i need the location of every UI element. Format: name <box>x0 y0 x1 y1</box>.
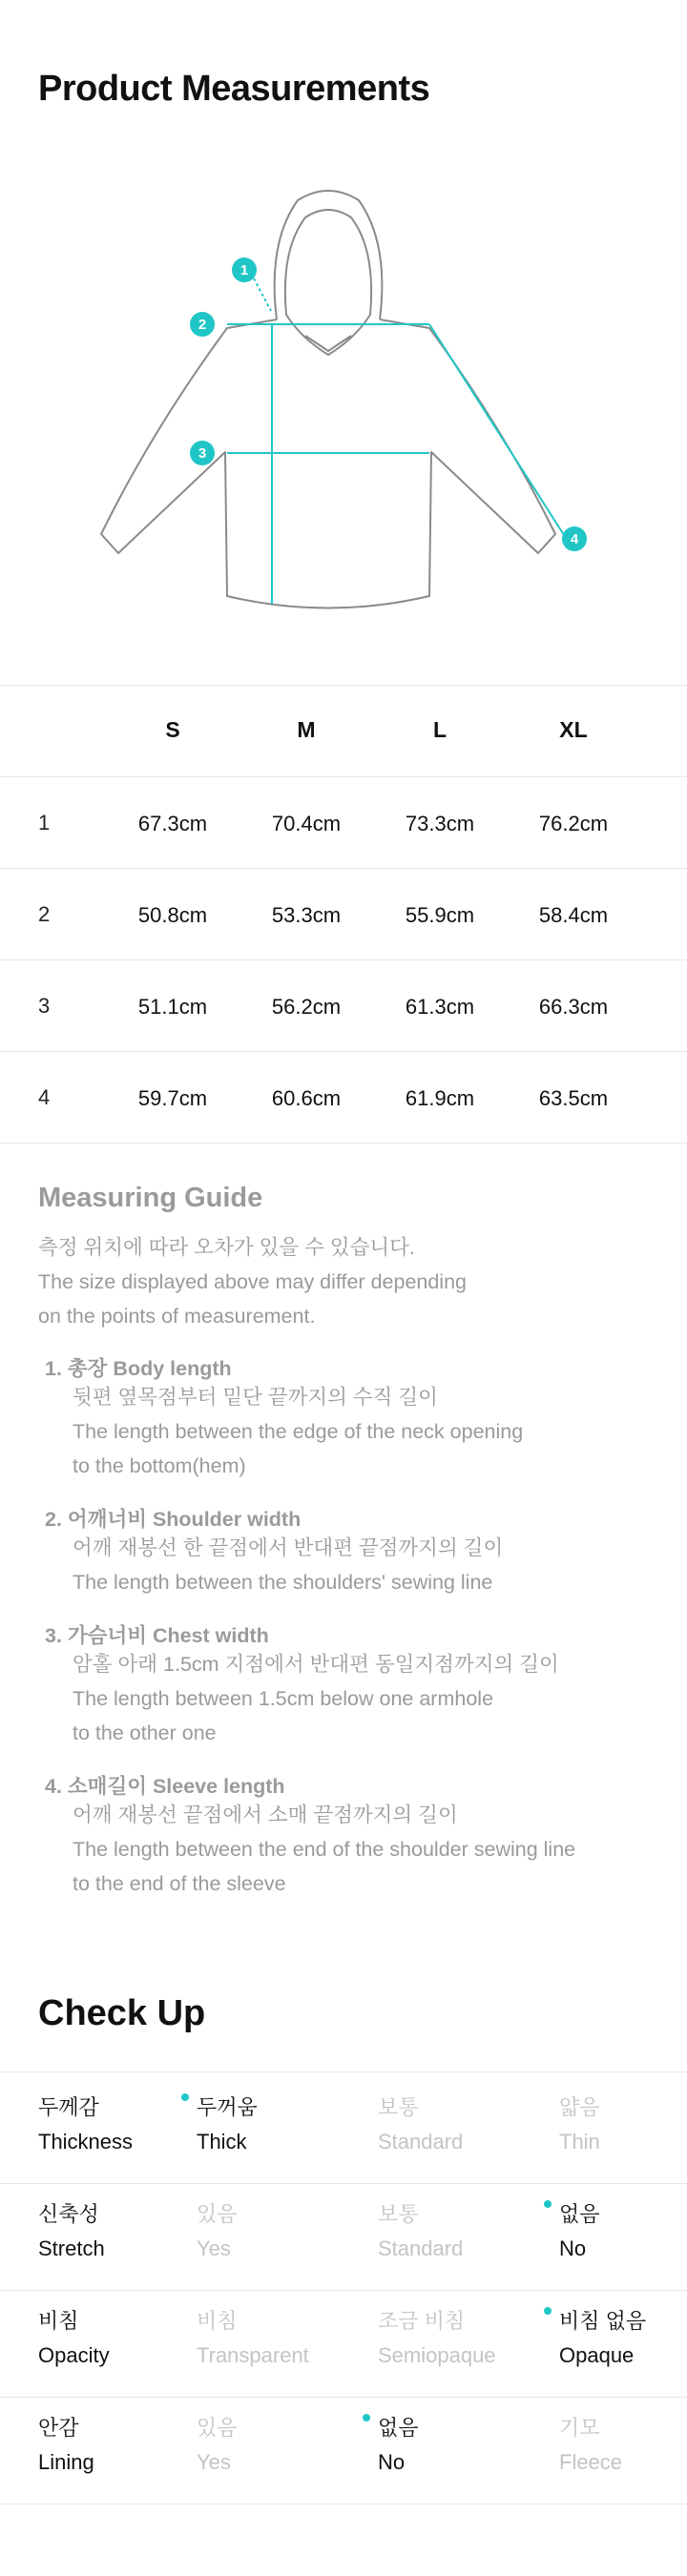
size-header-m: M <box>297 717 316 742</box>
checkup-label-en: Opacity <box>38 2343 110 2367</box>
checkup-option-en: Semiopaque <box>378 2343 496 2367</box>
selected-indicator-dot <box>363 2414 370 2421</box>
guide-intro-line: on the points of measurement. <box>38 1305 316 1328</box>
size-header-l: L <box>432 717 448 742</box>
checkup-option-ko: 없음 <box>378 2416 419 2440</box>
guide-title: Measuring Guide <box>38 1183 263 1213</box>
selected-indicator-dot <box>544 2200 552 2208</box>
guide-item-title: 3. 가슴너비 Chest width <box>45 1624 269 1647</box>
checkup-label-ko: 두께감 <box>38 2095 99 2119</box>
size-header-xl: XL <box>559 717 588 742</box>
guide-item-line: 어깨 재봉선 끝점에서 소매 끝점까지의 길이 <box>73 1803 458 1826</box>
divider <box>0 2397 687 2398</box>
guide-item-line: to the end of the sleeve <box>73 1872 286 1895</box>
hoodie-measurement-diagram <box>0 153 687 629</box>
table-cell: 53.3cm <box>271 903 342 927</box>
checkup-option-en: Yes <box>197 2236 231 2260</box>
page-title: Product Measurements <box>38 69 430 109</box>
table-cell: 55.9cm <box>405 903 475 927</box>
checkup-option-ko: 보통 <box>378 2095 419 2119</box>
guide-item-line: to the bottom(hem) <box>73 1454 246 1477</box>
marker-1-label: 1 <box>239 262 249 278</box>
checkup-option-ko: 두꺼움 <box>197 2095 258 2119</box>
checkup-option-en: Standard <box>378 2130 464 2154</box>
checkup-option-en: No <box>559 2236 587 2260</box>
guide-item-title: 1. 총장 Body length <box>45 1357 232 1380</box>
row-label: 3 <box>38 994 51 1018</box>
guide-item-title: 2. 어깨너비 Shoulder width <box>45 1508 302 1531</box>
divider <box>0 776 687 777</box>
marker-2-label: 2 <box>198 317 207 333</box>
divider <box>0 2290 687 2291</box>
divider <box>0 2071 687 2072</box>
size-header-s: S <box>165 717 180 742</box>
sleeve-length-line <box>429 324 566 538</box>
marker-3-label: 3 <box>198 445 207 462</box>
table-cell: 66.3cm <box>538 995 609 1019</box>
table-cell: 70.4cm <box>271 812 342 835</box>
selected-indicator-dot <box>181 2093 189 2101</box>
checkup-option-en: Standard <box>378 2236 464 2260</box>
checkup-label-en: Thickness <box>38 2130 134 2154</box>
guide-item-line: The length between the edge of the neck opening <box>73 1420 524 1443</box>
divider <box>0 959 687 960</box>
checkup-option-ko: 기모 <box>559 2416 600 2440</box>
checkup-option-ko: 비침 없음 <box>559 2309 647 2333</box>
checkup-option-ko: 조금 비침 <box>378 2309 466 2333</box>
table-cell: 76.2cm <box>538 812 609 835</box>
table-cell: 61.3cm <box>405 995 475 1019</box>
table-cell: 63.5cm <box>538 1086 609 1110</box>
checkup-label-ko: 신축성 <box>38 2202 99 2226</box>
guide-item-line: to the other one <box>73 1721 217 1744</box>
selected-indicator-dot <box>544 2307 552 2315</box>
checkup-option-en: Opaque <box>559 2343 635 2367</box>
divider <box>0 685 687 686</box>
table-cell: 51.1cm <box>137 995 208 1019</box>
guide-item-line: The length between the shoulders' sewing line <box>73 1571 493 1594</box>
divider <box>0 1143 687 1144</box>
divider <box>0 2183 687 2184</box>
table-cell: 50.8cm <box>137 903 208 927</box>
checkup-option-ko: 없음 <box>559 2202 600 2226</box>
table-cell: 67.3cm <box>137 812 208 835</box>
row-label: 4 <box>38 1085 51 1109</box>
guide-item-title: 4. 소매길이 Sleeve length <box>45 1775 285 1798</box>
table-cell: 58.4cm <box>538 903 609 927</box>
body-outline <box>101 319 555 608</box>
guide-item-line: The length between 1.5cm below one armhole <box>73 1687 494 1710</box>
checkup-option-en: Thick <box>197 2130 247 2154</box>
checkup-option-en: Transparent <box>197 2343 309 2367</box>
guide-item-line: 암홀 아래 1.5cm 지점에서 반대편 동일지점까지의 길이 <box>73 1653 559 1676</box>
checkup-option-en: No <box>378 2450 406 2474</box>
row-label: 2 <box>38 902 51 926</box>
checkup-label-ko: 비침 <box>38 2309 79 2333</box>
marker1-leader <box>254 278 271 311</box>
table-cell: 61.9cm <box>405 1086 475 1110</box>
divider <box>0 1051 687 1052</box>
table-cell: 59.7cm <box>137 1086 208 1110</box>
checkup-label-en: Stretch <box>38 2236 105 2260</box>
marker-4-label: 4 <box>570 531 579 547</box>
checkup-label-en: Lining <box>38 2450 94 2474</box>
checkup-option-en: Fleece <box>559 2450 623 2474</box>
checkup-option-ko: 비침 <box>197 2309 238 2333</box>
checkup-label-ko: 안감 <box>38 2416 79 2440</box>
checkup-option-en: Yes <box>197 2450 231 2474</box>
guide-intro-line: The size displayed above may differ depending <box>38 1270 468 1293</box>
checkup-option-ko: 있음 <box>197 2416 238 2440</box>
checkup-title: Check Up <box>38 1993 206 2033</box>
guide-intro-line: 측정 위치에 따라 오차가 있을 수 있습니다. <box>38 1236 415 1259</box>
checkup-option-ko: 보통 <box>378 2202 419 2226</box>
row-label: 1 <box>38 811 51 835</box>
table-cell: 56.2cm <box>271 995 342 1019</box>
guide-item-line: 어깨 재봉선 한 끝점에서 반대편 끝점까지의 길이 <box>73 1536 504 1559</box>
table-cell: 60.6cm <box>271 1086 342 1110</box>
divider <box>0 868 687 869</box>
checkup-option-ko: 있음 <box>197 2202 238 2226</box>
checkup-option-en: Thin <box>559 2130 600 2154</box>
guide-item-line: The length between the end of the shoulder sewing line <box>73 1838 576 1861</box>
guide-item-line: 뒷편 옆목점부터 밑단 끝까지의 수직 길이 <box>73 1386 438 1409</box>
checkup-option-ko: 얇음 <box>559 2095 600 2119</box>
table-cell: 73.3cm <box>405 812 475 835</box>
hood-inner <box>285 210 371 355</box>
